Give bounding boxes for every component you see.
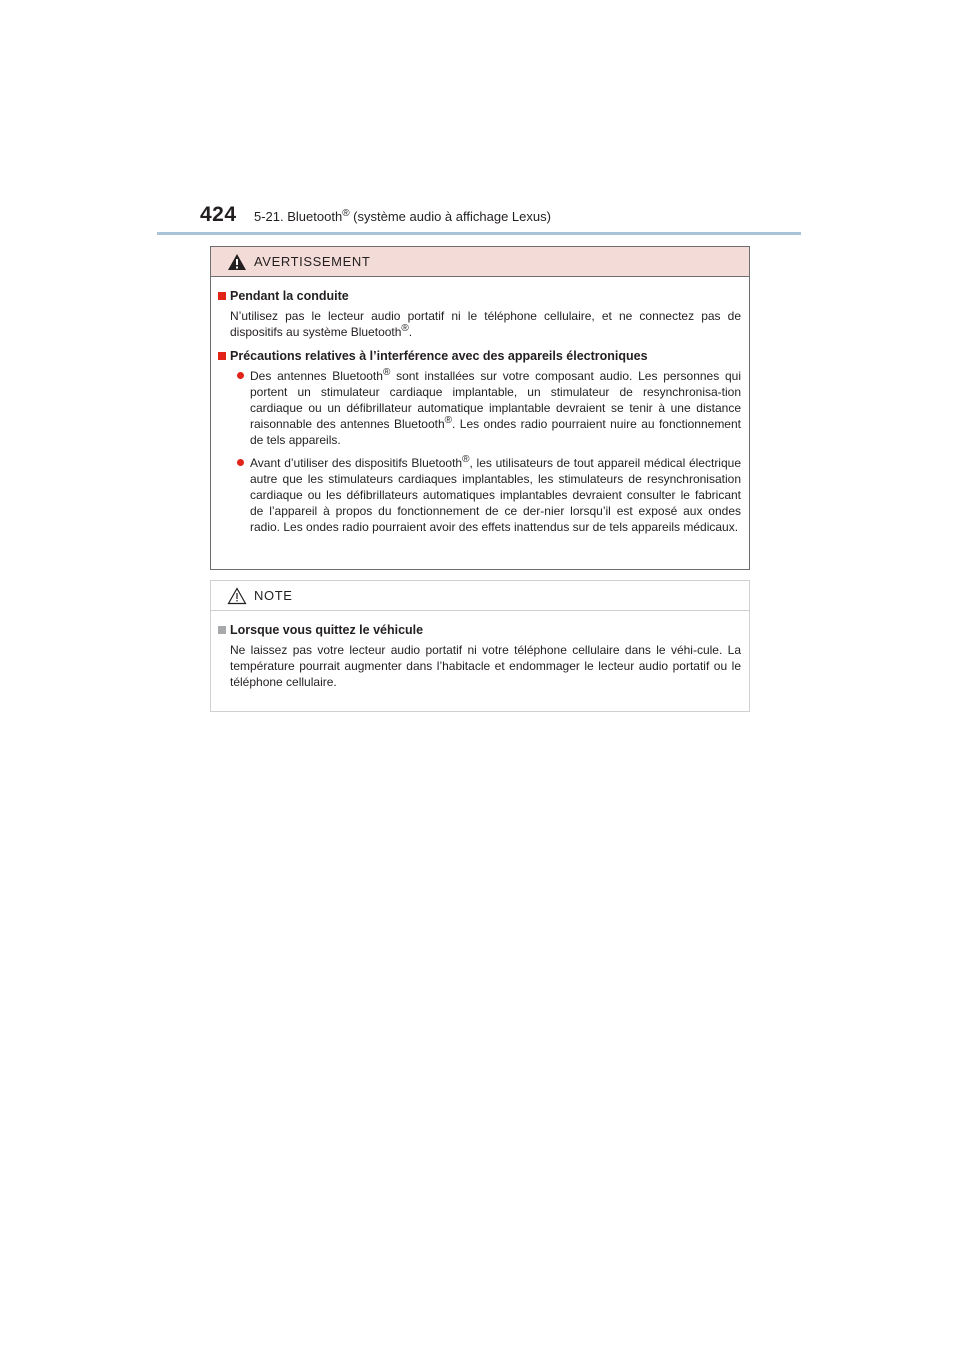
note-box-body [211, 611, 749, 690]
registered-mark: ® [462, 454, 470, 465]
bullet-text: Des antennes Bluetooth [250, 369, 383, 383]
registered-mark: ® [382, 367, 391, 378]
registered-mark: ® [444, 415, 453, 426]
red-dot-bullet-icon [237, 372, 244, 379]
warning-box-body [211, 277, 749, 535]
warning-paragraph-driving [230, 308, 741, 340]
bullet-text: , les utilisateurs de tout appareil médical électrique autre que les stimulateurs cardiaques implantables, les stimulateurs de resynchronisation cardiaque ou les défibrillateurs automatiques implantables devraient consulter le fabricant de l’appareil à propos du fonctionnement de ce der-nier lorsqu’il est exposé aux ondes radio. Les ondes radio pourraient avoir des effets inattendus sur de tels appareils médicaux. [250, 456, 741, 534]
warning-bullet-antennas [243, 368, 741, 448]
warning-label: AVERTISSEMENT [254, 254, 371, 269]
section-title [254, 209, 551, 224]
caution-triangle-outline-icon [227, 587, 247, 605]
page-header [200, 203, 800, 233]
warning-box-header [211, 247, 749, 277]
warning-box [210, 246, 750, 570]
red-square-bullet-icon [218, 292, 226, 300]
note-heading [218, 623, 741, 637]
registered-mark: ® [401, 323, 409, 334]
paragraph-text: N’utilisez pas le lecteur audio portatif ni le téléphone cellulaire, et ne connectez pas de dispositifs au système Bluetooth [230, 309, 741, 339]
heading-text: Lorsque vous quittez le véhicule [230, 623, 424, 637]
heading-text: Pendant la conduite [230, 289, 349, 303]
heading-text: Précautions relatives à l’interférence avec des appareils électroniques [230, 349, 648, 363]
warning-triangle-icon [227, 253, 247, 271]
note-paragraph: Ne laissez pas votre lecteur audio portatif ni votre téléphone cellulaire dans le véhi-cule. La température pourrait augmenter dans l’habitacle et endommager le lecteur audio portatif ou le téléphone cellulaire. [230, 643, 741, 689]
red-dot-bullet-icon [237, 459, 244, 466]
section-title-suffix: (système audio à affichage Lexus) [349, 209, 551, 224]
warning-heading-driving [218, 289, 741, 303]
page-number: 424 [200, 203, 237, 226]
note-box-header [211, 581, 749, 611]
warning-bullet-medical-devices [243, 455, 741, 535]
bullet-text: Avant d’utiliser des dispositifs Bluetooth [250, 456, 463, 470]
header-rule [157, 232, 801, 235]
bullet-text: sont installées sur votre composant audio. Les personnes qui portent un stimulateur cardiaque implantable, un stimulateur de resynchronisa-tion cardiaque ou un défibrillateur automatique implantable devraient se tenir à une distance raisonnable des antennes Bluetooth [250, 369, 742, 431]
registered-mark: ® [342, 208, 350, 219]
paragraph-text-end: . [408, 325, 413, 339]
note-label: NOTE [254, 588, 293, 603]
note-box [210, 580, 750, 712]
red-square-bullet-icon [218, 352, 226, 360]
warning-heading-interference [218, 349, 741, 363]
grey-square-bullet-icon [218, 626, 226, 634]
section-title-prefix: 5-21. Bluetooth [254, 209, 343, 224]
bullet-text: . Les ondes radio pourraient nuire au fonctionnement de tels appareils. [250, 417, 741, 447]
